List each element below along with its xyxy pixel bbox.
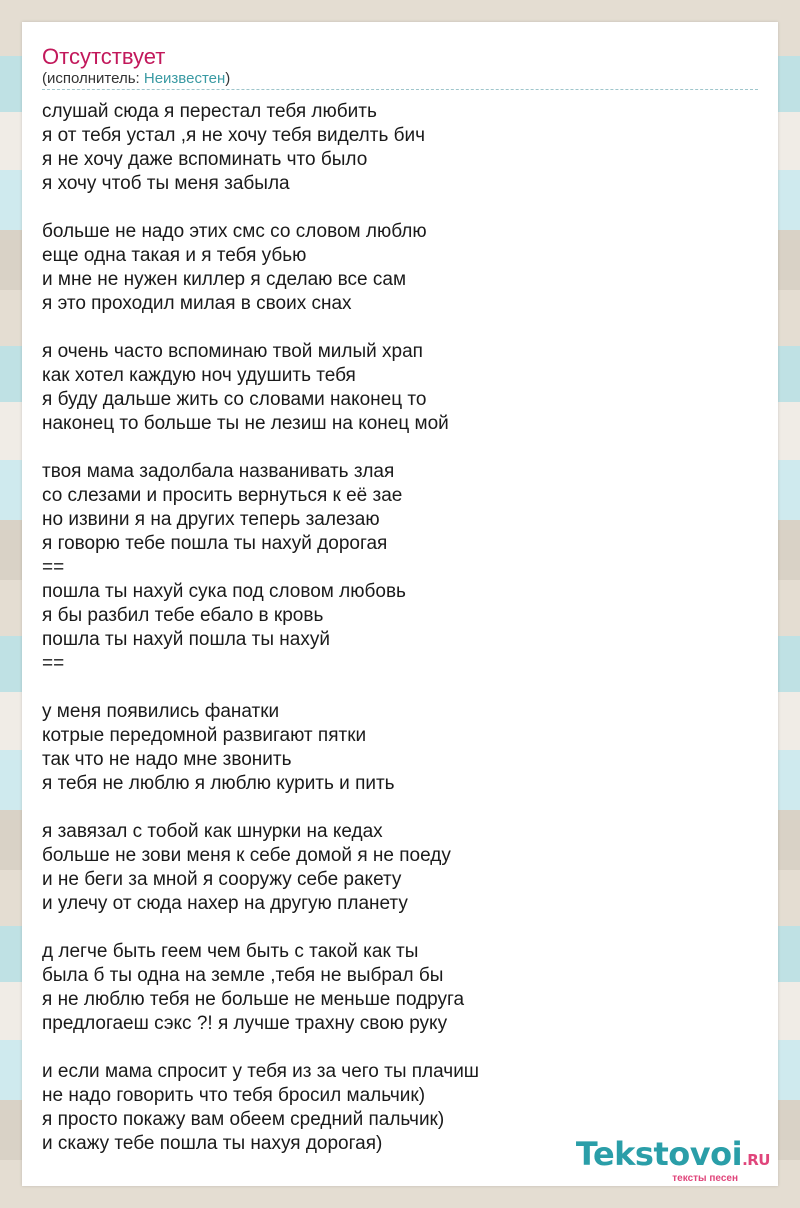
lyric-line: со слезами и просить вернуться к её зае [42,485,403,506]
lyric-line: я бы разбил тебе ебало в кровь [42,605,324,626]
lyrics-card [22,22,778,1186]
lyric-line: слушай сюда я перестал тебя любить [42,101,377,122]
artist-link[interactable]: Неизвестен [143,70,226,87]
lyric-line: я буду дальше жить со словами наконец то [42,389,427,410]
lyric-line: я говорю тебе пошла ты нахуй дорогая [42,533,388,554]
lyric-line: как хотел каждую ноч удушить тебя [42,365,356,386]
lyric-line: и улечу от сюда нахер на другую планету [42,893,408,914]
lyric-line: предлогаеш сэкс ?! я лучше трахну свою руку [42,1013,448,1034]
lyrics-text [42,100,762,1156]
lyric-line: наконец то больше ты не лезиш на конец мой [42,413,449,434]
logo-suffix: .RU [742,1151,770,1169]
lyric-line: == [42,557,65,578]
song-title: Отсутствует [42,44,166,69]
lyric-line: я просто покажу вам обеем средний пальчик) [42,1109,445,1130]
lyric-line: не надо говорить что тебя бросил мальчик) [42,1085,426,1106]
lyric-line: так что не надо мне звонить [42,749,292,770]
lyric-line: я не хочу даже вспоминать что было [42,149,368,170]
artist-suffix: ) [225,70,231,87]
lyric-line: я это проходил милая в своих снах [42,293,352,314]
lyric-line: == [42,653,65,674]
lyric-line: твоя мама задолбала названивать злая [42,461,395,482]
title-divider [42,89,758,90]
lyric-line: котрые передомной развигают пятки [42,725,367,746]
lyric-line: и скажу тебе пошла ты нахуя дорогая) [42,1133,383,1154]
lyric-blank-line [42,196,762,220]
lyric-line: и если мама спросит у тебя из за чего ты плачиш [42,1061,480,1082]
lyric-line: была б ты одна на земле ,тебя не выбрал бы [42,965,444,986]
logo-main-text: Tekstovoi [575,1135,743,1173]
lyric-line: еще одна такая и я тебя убью [42,245,307,266]
lyric-line: я завязал с тобой как шнурки на кедах [42,821,383,842]
site-logo[interactable] [576,1137,770,1184]
lyric-line: я тебя не люблю я люблю курить и пить [42,773,395,794]
lyric-line: у меня появились фанатки [42,701,280,722]
lyric-blank-line [42,916,762,940]
lyric-line: но извини я на других теперь залезаю [42,509,380,530]
lyric-line: я от тебя устал ,я не хочу тебя виделть бич [42,125,426,146]
artist-prefix: (исполнитель: [42,70,144,87]
lyric-line: я хочу чтоб ты меня забыла [42,173,290,194]
lyric-blank-line [42,436,762,460]
lyric-line: больше не зови меня к себе домой я не поеду [42,845,451,866]
lyric-blank-line [42,796,762,820]
lyric-line: и мне не нужен киллер я сделаю все сам [42,269,407,290]
lyric-line: и не беги за мной я сооружу себе ракету [42,869,402,890]
lyric-line: пошла ты нахуй пошла ты нахуй [42,629,330,650]
logo-tagline: тексты песен [672,1173,738,1184]
artist-line [42,70,230,88]
lyric-blank-line [42,1036,762,1060]
lyric-line: я очень часто вспоминаю твой милый храп [42,341,423,362]
lyric-line: пошла ты нахуй сука под словом любовь [42,581,406,602]
lyric-line: д легче быть геем чем быть с такой как ты [42,941,419,962]
lyric-blank-line [42,316,762,340]
lyric-line: больше не надо этих смс со словом люблю [42,221,427,242]
lyric-blank-line [42,676,762,700]
lyric-line: я не люблю тебя не больше не меньше подруга [42,989,465,1010]
